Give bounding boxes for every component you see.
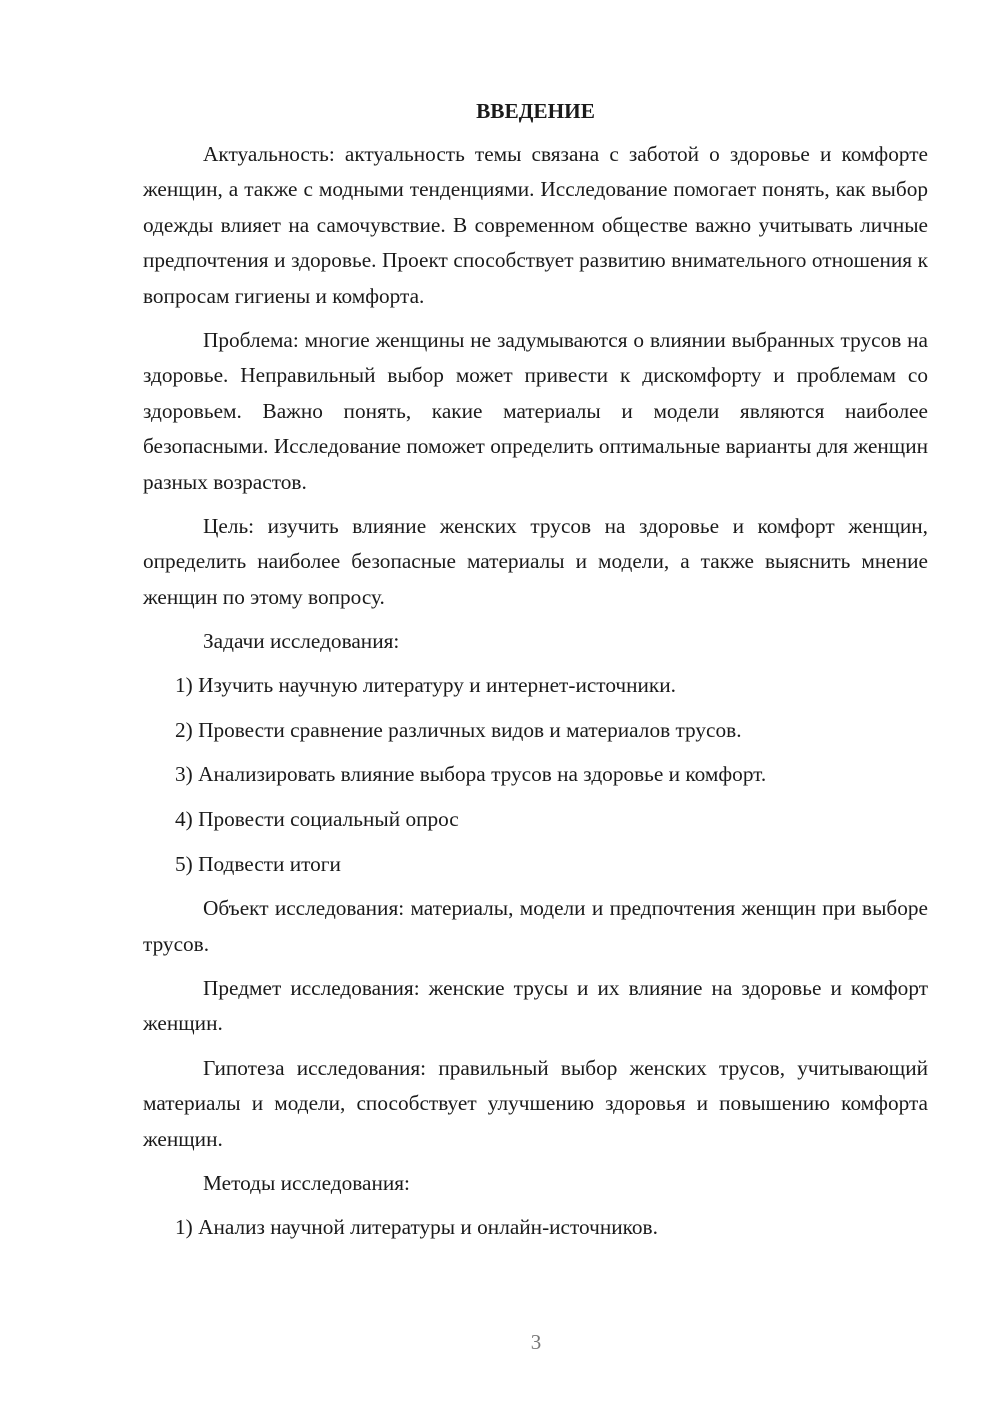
list-item: 5) Подвести итоги xyxy=(175,851,341,876)
list-item: 3) Анализировать влияние выбора трусов на здоровье и комфорт. xyxy=(175,762,767,787)
relevance-paragraph: Актуальность: актуальность темы связана с заботой о здоровье и комфорте женщин, а также с модными тенденциями. Исследование помогает понять, как выбор одежды влияет на самочувствие. В современном обществе важно учитывать личные предпочтения и здоровье. Проект способствует развитию внимательного отношения к вопросам гигиены и комфорта. xyxy=(143,142,928,308)
problem-paragraph: Проблема: многие женщины не задумываются о влиянии выбранных трусов на здоровье. Неправильный выбор может привести к дискомфорту и проблемам со здоровьем. Важно понять, какие материалы и модели являются наиболее безопасными. Исследование поможет определить оптимальные варианты для женщин разных возрастов. xyxy=(143,328,928,494)
list-item: 1) Изучить научную литературу и интернет-источники. xyxy=(175,673,676,698)
tasks-list xyxy=(143,668,928,881)
subject-paragraph: Предмет исследования: женские трусы и их влияние на здоровье и комфорт женщин. xyxy=(143,976,928,1036)
tasks-title: Задачи исследования: xyxy=(203,629,400,654)
methods-title: Методы исследования: xyxy=(203,1171,410,1196)
page-number: 3 xyxy=(530,1330,542,1354)
section-heading: ВВЕДЕНИЕ xyxy=(476,99,595,123)
list-item: 4) Провести социальный опрос xyxy=(175,807,459,832)
list-item: 2) Провести сравнение различных видов и материалов трусов. xyxy=(175,717,742,742)
methods-list xyxy=(143,1210,928,1245)
hypothesis-paragraph: Гипотеза исследования: правильный выбор женских трусов, учитывающий материалы и модели, способствует улучшению здоровья и повышению комфорта женщин. xyxy=(143,1055,928,1151)
list-item: 1) Анализ научной литературы и онлайн-источников. xyxy=(175,1215,658,1240)
object-paragraph: Объект исследования: материалы, модели и предпочтения женщин при выборе трусов. xyxy=(143,896,928,956)
document-page xyxy=(143,94,928,1255)
goal-paragraph: Цель: изучить влияние женских трусов на здоровье и комфорт женщин, определить наиболее безопасные материалы и модели, а также выяснить мнение женщин по этому вопросу. xyxy=(143,514,928,609)
